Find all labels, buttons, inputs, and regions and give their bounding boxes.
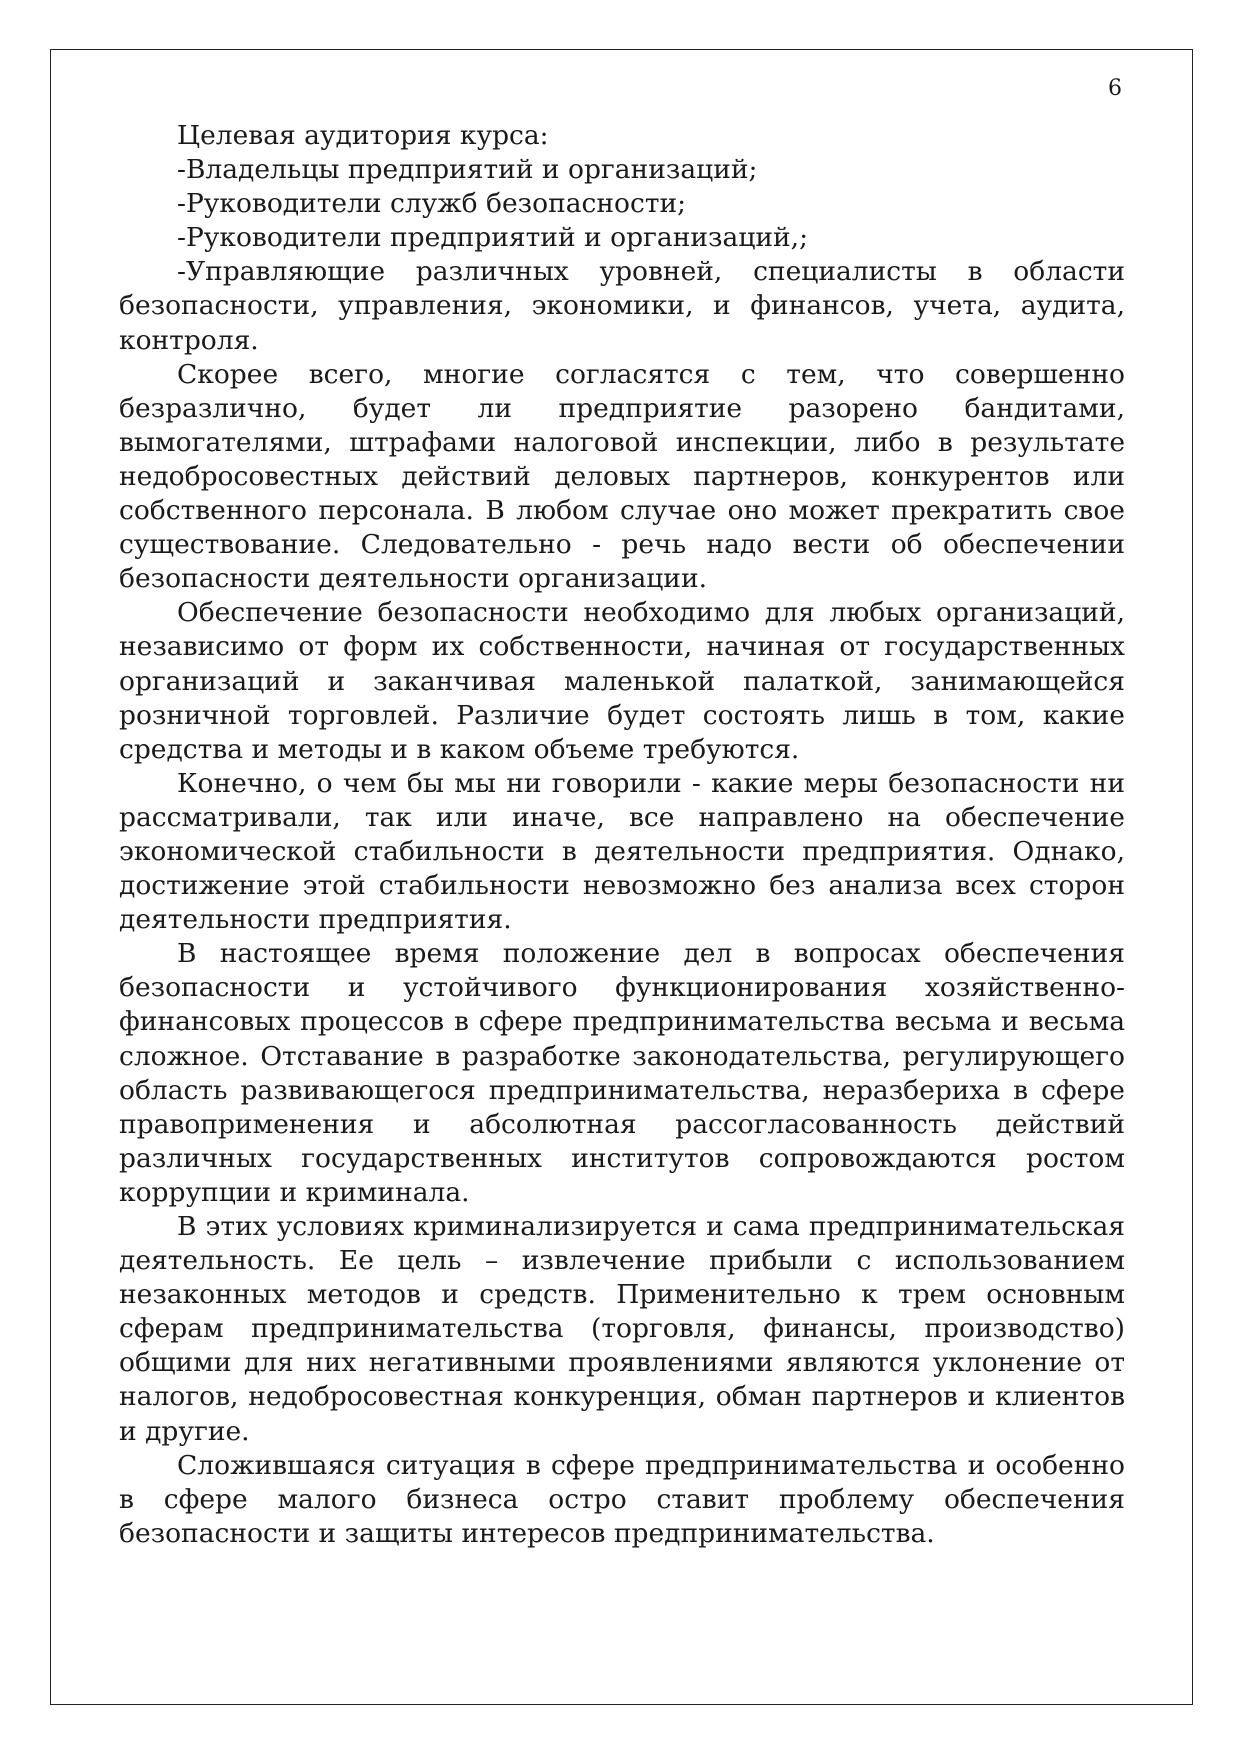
paragraph: Конечно, о чем бы мы ни говорили - какие меры безопасности ни рассматривали, так или иначе, все направлено на обеспечение экономической стабильности в деятельности предприятия. Однако, достижение этой стабильности невозможно без анализа всех сторон деятельности предприятия. <box>119 767 1125 936</box>
list-item-company-heads: -Руководители предприятий и организаций,; <box>177 222 809 254</box>
paragraph: Обеспечение безопасности необходимо для любых организаций, независимо от форм их собственности, начиная от государственных организаций и заканчивая маленькой палаткой, занимающейся розничной торговлей. Различие будет состоять лишь в том, какие средства и методы и в каком объеме требуются. <box>119 597 1125 765</box>
document-body <box>119 119 1125 1551</box>
paragraph: В настоящее время положение дел в вопросах обеспечения безопасности и устойчивого функционирования хозяйственно-финансовых процессов в сфере предпринимательства весьма и весьма сложное. Отставание в разработке законодательства, регулирующего область развивающегося предпринимательства, неразбериха в сфере правоприменения и абсолютная рассогласованность действий различных государственных институтов сопровождаются ростом коррупции и криминала. <box>119 938 1125 1208</box>
paragraph-audience-heading: Целевая аудитория курса: <box>177 120 549 151</box>
paragraph: Скорее всего, многие согласятся с тем, что совершенно безразлично, будет ли предприятие разорено бандитами, вымогателями, штрафами налоговой инспекции, либо в результате недобросовестных действий деловых партнеров, конкурентов или собственного персонала. В любом случае оно может прекратить свое существование. Следовательно - речь надо вести об обеспечении безопасности деятельности организации. <box>119 358 1125 595</box>
list-item-owners: -Владельцы предприятий и организаций; <box>177 154 758 186</box>
list-item-managers: -Управляющие различных уровней, специалисты в области безопасности, управления, экономики, и финансов, учета, аудита, контроля. <box>119 256 1125 356</box>
paragraph: В этих условиях криминализируется и сама предпринимательская деятельность. Ее цель – извлечение прибыли с использованием незаконных методов и средств. Применительно к трем основным сферам предпринимательства (торговля, финансы, производство) общими для них негативными проявлениями являются уклонение от налогов, недобросовестная конкуренция, обман партнеров и клиентов и другие. <box>119 1211 1125 1447</box>
list-item-security-heads: -Руководители служб безопасности; <box>177 188 687 220</box>
page-number: 6 <box>1108 76 1122 101</box>
paragraph: Сложившаяся ситуация в сфере предпринимательства и особенно в сфере малого бизнеса остро ставит проблему обеспечения безопасности и защиты интересов предпринимательства. <box>119 1449 1125 1549</box>
